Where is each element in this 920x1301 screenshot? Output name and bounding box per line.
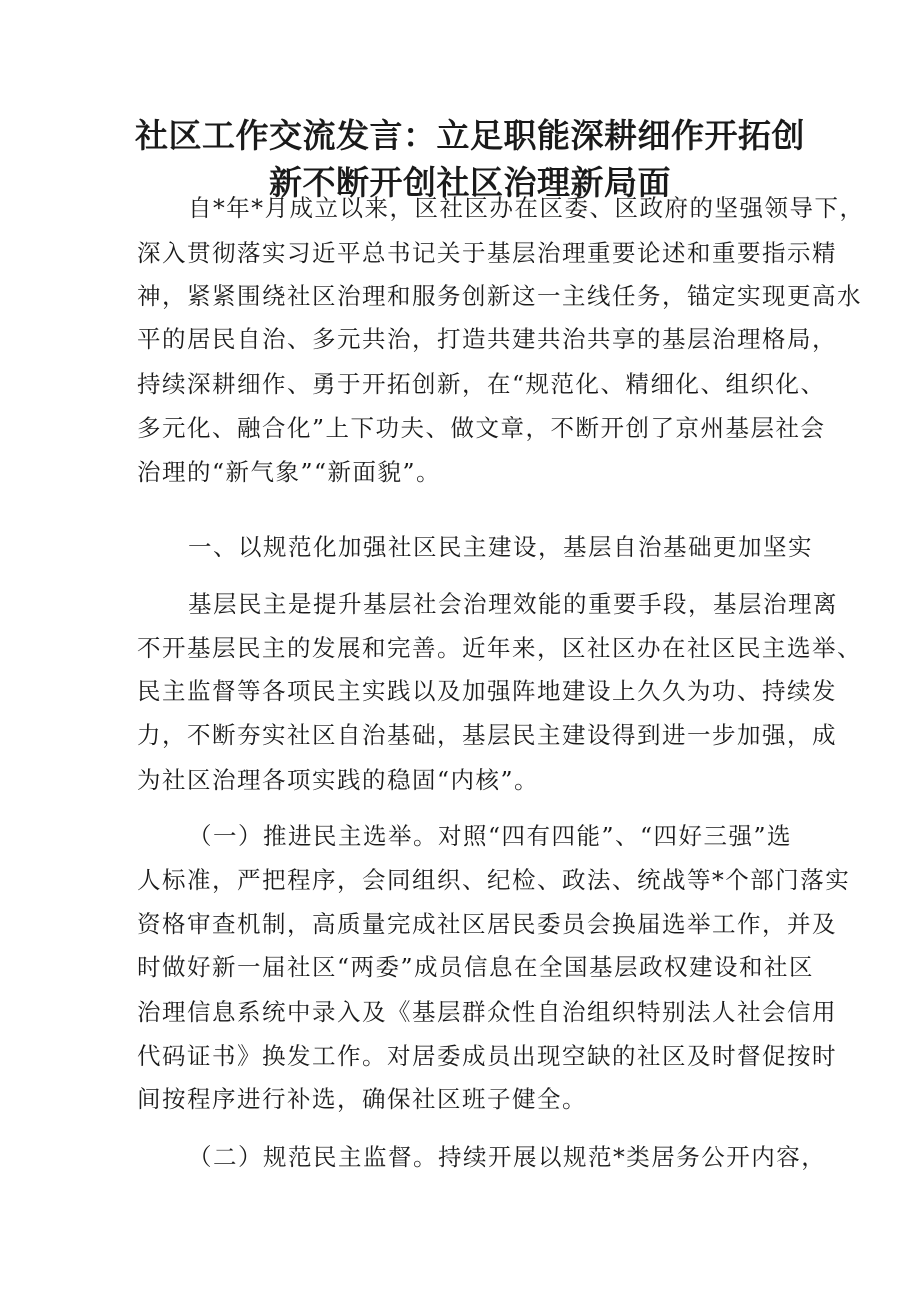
paragraph-3-line-3: 资格审查机制，高质量完成社区居民委员会换届选举工作，并及 (137, 910, 837, 938)
paragraph-1-line-3: 神，紧紧围绕社区治理和服务创新这一主线任务，锚定实现更高水 (137, 282, 862, 310)
paragraph-3-line-1: （一）推进民主选举。对照“四有四能”、“四好三强”选 (188, 822, 793, 850)
paragraph-3-line-4: 时做好新一届社区“两委”成员信息在全国基层政权建设和社区 (137, 953, 815, 981)
paragraph-3-line-2: 人标准，严把程序，会同组织、纪检、政法、统战等*个部门落实 (137, 866, 851, 894)
paragraph-2-line-1: 基层民主是提升基层社会治理效能的重要手段，基层治理离 (188, 590, 838, 618)
document-title-line-2: 新不断开创社区治理新局面 (269, 163, 671, 202)
paragraph-2-line-5: 为社区治理各项实践的稳固“内核”。 (137, 766, 540, 794)
paragraph-1-line-7: 治理的“新气象”“新面貌”。 (137, 458, 442, 486)
paragraph-1-line-2: 深入贯彻落实习近平总书记关于基层治理重要论述和重要指示精 (137, 239, 837, 267)
paragraph-1-line-5: 持续深耕细作、勇于开拓创新，在“规范化、精细化、组织化、 (137, 370, 826, 398)
paragraph-3-line-5: 治理信息系统中录入及《基层群众性自治组织特别法人社会信用 (137, 998, 837, 1026)
paragraph-2-line-4: 力，不断夯实社区自治基础，基层民主建设得到进一步加强，成 (137, 721, 837, 749)
paragraph-3-line-6: 代码证书》换发工作。对居委成员出现空缺的社区及时督促按时 (137, 1042, 837, 1070)
section-heading-1: 一、以规范化加强社区民主建设，基层自治基础更加坚实 (188, 533, 813, 561)
paragraph-2-line-2: 不开基层民主的发展和完善。近年来，区社区办在社区民主选举、 (137, 634, 862, 662)
paragraph-1-line-6: 多元化、融合化”上下功夫、做文章，不断开创了京州基层社会 (137, 414, 826, 442)
paragraph-1-line-4: 平的居民自治、多元共治，打造共建共治共享的基层治理格局， (137, 325, 837, 353)
paragraph-4-line-1: （二）规范民主监督。持续开展以规范*类居务公开内容， (188, 1143, 827, 1171)
document-title-line-1: 社区工作交流发言：立足职能深耕细作开拓创 (135, 116, 805, 155)
paragraph-2-line-3: 民主监督等各项民主实践以及加强阵地建设上久久为功、持续发 (137, 677, 837, 705)
paragraph-3-line-7: 间按程序进行补选，确保社区班子健全。 (137, 1085, 587, 1113)
paragraph-1-line-1: 自*年*月成立以来，区社区办在区委、区政府的坚强领导下， (188, 194, 865, 222)
